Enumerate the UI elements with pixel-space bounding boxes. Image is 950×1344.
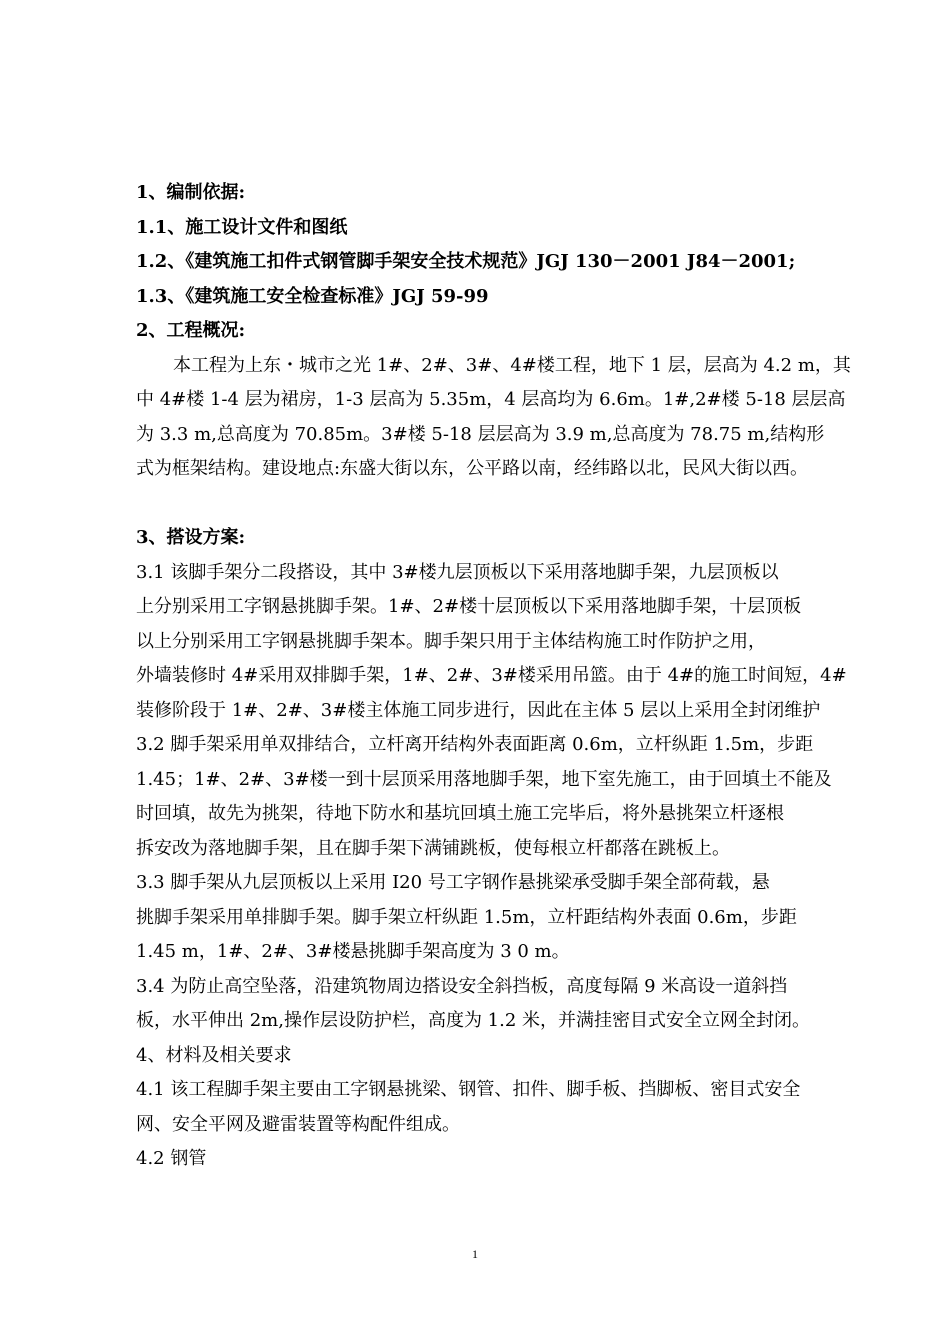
section-heading: 1.1、施工设计文件和图纸 (136, 216, 348, 238)
document-body (136, 176, 851, 1177)
body-text-line: 4.2 钢管 (136, 1148, 207, 1169)
body-text-line: 装修阶段于 1#、2#、3#楼主体施工同步进行，因此在主体 5 层以上采用全封闭维护 (136, 699, 821, 721)
body-text-line: 1.45 m，1#、2#、3#楼悬挑脚手架高度为 3 0 m。 (136, 941, 570, 962)
blank-line (136, 487, 826, 522)
section-heading: 2、工程概况: (136, 320, 246, 341)
body-text-line: 板，水平伸出 2m,操作层设防护栏，高度为 1.2 米，并满挂密目式安全立网全封闭。 (136, 1010, 811, 1031)
section-heading: 1、编制依据: (136, 182, 246, 203)
body-text-line: 4.1 该工程脚手架主要由工字钢悬挑梁、钢管、扣件、脚手板、挡脚板、密目式安全 (136, 1079, 801, 1100)
body-text-line: 为 3.3 m,总高度为 70.85m。3#楼 5-18 层层高为 3.9 m,总高度为 78.75 m,结构形 (136, 423, 825, 445)
body-text-line: 挑脚手架采用单排脚手架。脚手架立杆纵距 1.5m，立杆距结构外表面 0.6m，步距 (136, 906, 797, 928)
body-text-line: 1.45；1#、2#、3#楼一到十层顶采用落地脚手架，地下室先施工，由于回填土不能及 (136, 768, 832, 790)
body-text-line: 上分别采用工字钢悬挑脚手架。1#、2#楼十层顶板以下采用落地脚手架，十层顶板 (136, 596, 802, 617)
body-text-line: 网、安全平网及避雷装置等构配件组成。 (136, 1113, 460, 1135)
body-text-line: 外墙装修时 4#采用双排脚手架，1#、2#、3#楼采用吊篮。由于 4#的施工时间短，4# (136, 665, 847, 686)
section-heading: 3、搭设方案: (136, 527, 246, 548)
body-text-line: 式为框架结构。建设地点:东盛大街以东，公平路以南，经纬路以北，民风大街以西。 (136, 458, 809, 479)
section-heading: 1.3、《建筑施工安全检查标准》JGJ 59-99 (136, 285, 489, 307)
body-text-line: 时回填，故先为挑架，待地下防水和基坑回填土施工完毕后，将外悬挑架立杆逐根 (136, 803, 784, 824)
body-text-line: 3.4 为防止高空坠落，沿建筑物周边搭设安全斜挡板，高度每隔 9 米高设一道斜挡 (136, 975, 788, 997)
body-text-line: 3.2 脚手架采用单双排结合，立杆离开结构外表面距离 0.6m，立杆纵距 1.5m，步距 (136, 734, 814, 755)
section-heading: 1.2、《建筑施工扣件式钢管脚手架安全技术规范》JGJ 130－2001 J84－2001; (136, 251, 796, 272)
body-text-line: 拆安改为落地脚手架，且在脚手架下满铺跳板，使每根立杆都落在跳板上。 (136, 837, 730, 859)
body-text-line: 本工程为上东・城市之光 1#、2#、3#、4#楼工程，地下 1 层，层高为 4.2 m，其 (173, 354, 851, 376)
body-text-line: 3.1 该脚手架分二段搭设，其中 3#楼九层顶板以下采用落地脚手架，九层顶板以 (136, 561, 779, 583)
page-number: 1 (472, 1247, 478, 1261)
body-text-line: 3.3 脚手架从九层顶板以上采用 I20 号工字钢作悬挑梁承受脚手架全部荷载，悬 (136, 872, 770, 893)
body-text-line: 4、材料及相关要求 (136, 1044, 292, 1066)
body-text-line: 中 4#楼 1-4 层为裙房，1-3 层高为 5.35m，4 层高均为 6.6m。1#,2#楼 5-18 层层高 (136, 389, 846, 410)
body-text-line: 以上分别采用工字钢悬挑脚手架本。脚手架只用于主体结构施工时作防护之用， (136, 630, 766, 652)
